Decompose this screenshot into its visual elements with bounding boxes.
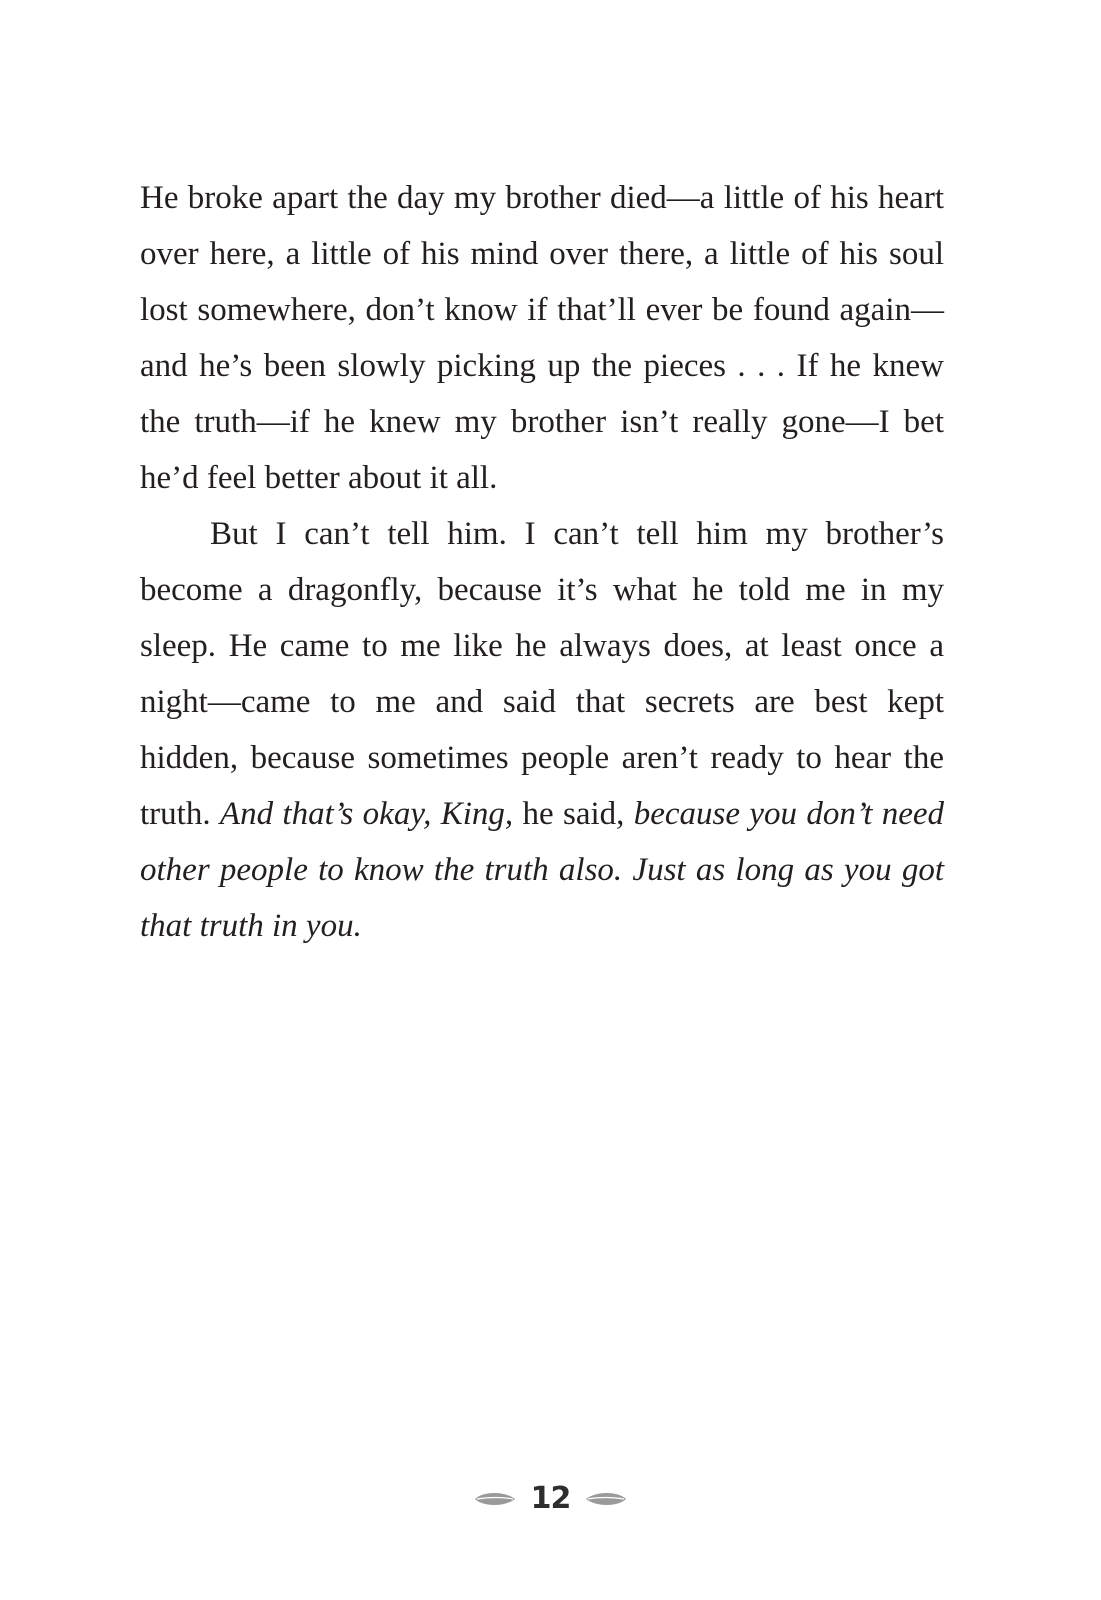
paragraph-2-text: But I can’t tell him. I can’t tell him my brother’s become a dragonfly, because it’s what he told me in my sleep. He came to me like he always does, at least once a night—came to me and said that secrets are best kept hidden, because sometimes people aren’t ready to hear the truth.	[140, 516, 944, 832]
page-footer	[0, 1481, 1101, 1516]
paragraph-2-attribution: he said,	[513, 796, 634, 832]
leaf-ornament-icon	[584, 1490, 628, 1508]
paragraph-2-italic-quote-2: because you don’t need other people to know the truth also. Just as long as you got that truth in you.	[140, 796, 944, 944]
paragraph-1-text: He broke apart the day my brother died—a little of his heart over here, a little of his mind over there, a little of his soul lost somewhere, don’t know if that’ll ever be found again—and he’s been slowly picking up the pieces . . . If he knew the truth—if he knew my brother isn’t really gone—I bet he’d feel better about it all.	[140, 180, 944, 496]
leaf-ornament-icon	[473, 1490, 517, 1508]
paragraph-1	[140, 170, 944, 506]
page-number: 12	[530, 1481, 571, 1516]
paragraph-2-italic-quote-1: And that’s okay, King,	[219, 796, 514, 832]
paragraph-2	[140, 506, 944, 954]
body-text	[140, 170, 944, 954]
